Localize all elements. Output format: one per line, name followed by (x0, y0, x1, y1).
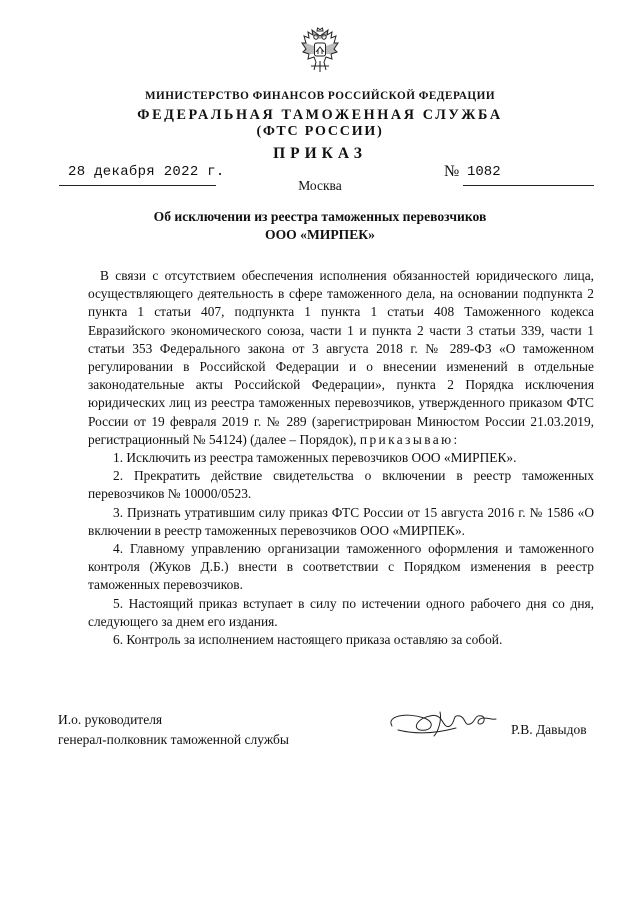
order-item: 5. Настоящий приказ вступает в силу по истечении одного рабочего дня со дня, следующего за днем его издания. (88, 595, 594, 629)
signatory-position (58, 710, 289, 750)
service-abbreviation: (ФТС РОССИИ) (256, 124, 384, 139)
signatory-name: Р.В. Давыдов (511, 722, 587, 737)
preamble-text: В связи с отсутствием обеспечения исполнения обязанностей юридического лица, осуществляющего деятельность в сфере таможенного дела, на основании подпункта 2 пункта 1 статьи 407, подпункта 1 пункта 1 статьи 408 Таможенного кодекса Евразийского экономического союза, части 1 и пункта 2 части 3 статьи 339, части 1 статьи 353 Федерального закона от 3 августа 2018 г. № 289-ФЗ «О таможенном регулировании в Российской Федерации и о внесении изменений в отдельные законодательные акты Российской Федерации», пункта 2 Порядка исключения юридических лиц из реестра таможенных перевозчиков, утвержденного приказом ФТС России от 19 февраля 2019 г. № 289 (зарегистрирован Минюстом России 21.03.2019, регистрационный № 54124) (далее – Порядок), (88, 268, 594, 447)
ministry-name: МИНИСТЕРСТВО ФИНАНСОВ РОССИЙСКОЙ ФЕДЕРАЦИИ (144, 90, 496, 102)
document-type: ПРИКАЗ (273, 145, 367, 162)
order-item: 2. Прекратить действие свидетельства о включении в реестр таможенных перевозчиков № 10000/0523. (88, 468, 594, 502)
title-line-1: Об исключении из реестра таможенных перевозчиков (153, 209, 487, 224)
order-item: 3. Признать утратившим силу приказ ФТС России от 15 августа 2016 г. № 1586 «О включении в реестр таможенных перевозчиков ООО «МИРПЕК». (88, 504, 594, 538)
handwritten-signature (384, 704, 500, 740)
service-name: ФЕДЕРАЛЬНАЯ ТАМОЖЕННАЯ СЛУЖБА (137, 107, 503, 123)
russian-coat-of-arms-icon (298, 26, 342, 76)
order-date: 28 декабря 2022 г. (68, 164, 225, 180)
position-line-2: генерал-полковник таможенной службы (58, 732, 289, 747)
order-number: 1082 (467, 164, 501, 180)
title-line-2: ООО «МИРПЕК» (265, 227, 375, 242)
document-body (88, 267, 594, 649)
preamble-paragraph (88, 267, 594, 449)
number-sign: № (444, 163, 460, 180)
order-item: 6. Контроль за исполнением настоящего приказа оставляю за собой. (113, 632, 503, 648)
order-word: приказываю: (359, 431, 460, 447)
order-item: 4. Главному управлению организации таможенного оформления и таможенного контроля (Жуков Д.Б.) внести в соответствии с Порядком изменения в реестр таможенных перевозчиков. (88, 541, 594, 593)
order-item: 1. Исключить из реестра таможенных перевозчиков ООО «МИРПЕК». (113, 450, 517, 466)
position-line-1: И.о. руководителя (58, 712, 163, 727)
city: Москва (298, 178, 342, 193)
